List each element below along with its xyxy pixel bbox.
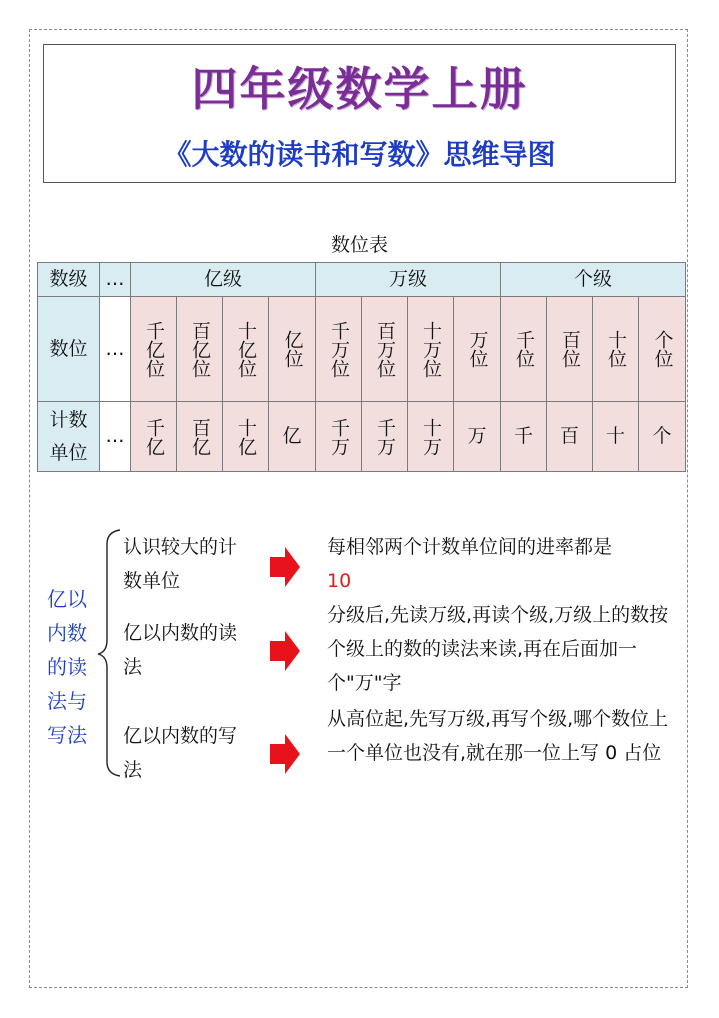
place-cell: 百位 (547, 297, 593, 402)
unit-cell: 个 (639, 402, 686, 472)
unit-cell: 千 (501, 402, 547, 472)
table-caption: 数位表 (330, 234, 388, 256)
place-cell: 百亿位 (177, 297, 223, 402)
unit-cell: 千亿 (131, 402, 177, 472)
arrow-icon (270, 547, 300, 587)
branch-description (327, 530, 682, 598)
row-label-place: 数位 (38, 297, 100, 402)
level-wan: 万级 (316, 263, 501, 297)
level-yi: 亿级 (131, 263, 316, 297)
ellipsis-cell: … (100, 297, 131, 402)
place-cell: 十位 (593, 297, 639, 402)
unit-cell: 十 (593, 402, 639, 472)
unit-cell: 百 (547, 402, 593, 472)
place-cell: 百万位 (362, 297, 408, 402)
unit-cell: 亿 (269, 402, 316, 472)
place-cell: 十万位 (408, 297, 454, 402)
place-cell: 亿位 (269, 297, 316, 402)
row-label-level: 数级 (38, 263, 100, 297)
description-text: 每相邻两个计数单位间的进率都是 (327, 536, 613, 558)
unit-cell: 十万 (408, 402, 454, 472)
ellipsis-cell: … (100, 263, 131, 297)
unit-cell: 十亿 (223, 402, 269, 472)
branch-label: 亿以内数的读法 (123, 622, 238, 678)
arrow-icon (270, 631, 300, 671)
place-cell: 千万位 (316, 297, 362, 402)
unit-cell: 百亿 (177, 402, 223, 472)
row-label-unit: 计数单位 (38, 402, 100, 472)
ellipsis-cell: … (100, 402, 131, 472)
place-cell: 万位 (454, 297, 501, 402)
unit-cell: 千万 (362, 402, 408, 472)
branch-label: 亿以内数的写法 (123, 725, 238, 781)
page-title: 四年级数学上册 (191, 62, 528, 116)
level-ge: 个级 (501, 263, 686, 297)
mindmap-root: 亿以内数的读法与写法 (47, 587, 87, 747)
unit-cell: 万 (454, 402, 501, 472)
arrow-icon (270, 734, 300, 774)
page-subtitle: 《大数的读书和写数》思维导图 (163, 138, 556, 171)
unit-cell: 千万 (316, 402, 362, 472)
place-cell: 个位 (639, 297, 686, 402)
place-cell: 十亿位 (223, 297, 269, 402)
branch-label: 认识较大的计数单位 (123, 536, 238, 592)
branch-description: 分级后,先读万级,再读个级,万级上的数按个级上的数的读法来读,再在后面加一个"万"字 (327, 604, 669, 694)
branch-description: 从高位起,先写万级,再写个级,哪个数位上一个单位也没有,就在那一位上写 0 占位 (327, 708, 669, 764)
place-cell: 千亿位 (131, 297, 177, 402)
place-cell: 千位 (501, 297, 547, 402)
highlight-number: 10 (327, 570, 352, 592)
branch-bracket (98, 530, 120, 776)
